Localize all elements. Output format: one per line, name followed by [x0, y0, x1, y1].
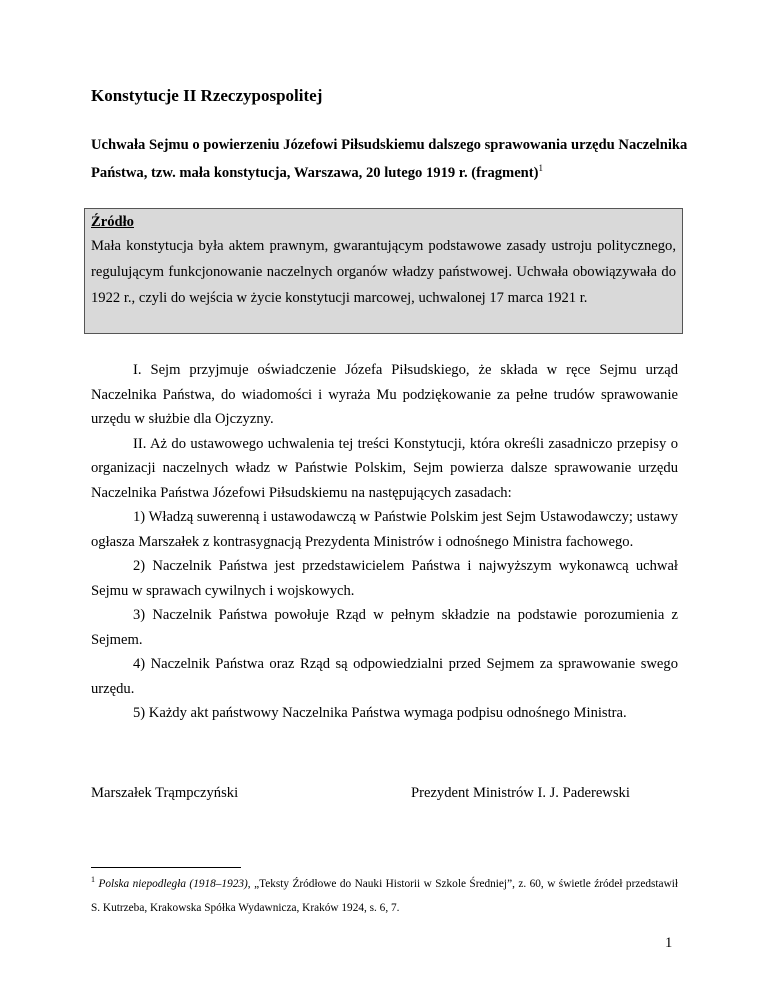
signature-marshal: Marszałek Trąmpczyński [91, 785, 239, 801]
page-number: 1 [665, 935, 673, 951]
source-heading: Źródło [91, 214, 134, 230]
document-subtitle [91, 131, 691, 187]
source-box [84, 208, 683, 334]
source-text: Mała konstytucja była aktem prawnym, gwarantującym podstawowe zasady ustroju politycznego, regulującym funkcjonowanie naczelnych organów władzy państwowej. Uchwała obowiązywała do 1922 r., czyli do wejścia w życie konstytucji marcowej, uchwalonej 17 marca 1921 r. [91, 238, 676, 306]
page-title: Konstytucje II Rzeczypospolitej [91, 86, 323, 105]
paragraph-5: 3) Naczelnik Państwa powołuje Rząd w pełnym składzie na podstawie porozumienia z Sejmem. [91, 607, 678, 648]
document-body [91, 358, 678, 726]
footnote-mark: 1 [91, 875, 95, 884]
footnote-title: Polska niepodległa (1918–1923) [98, 878, 248, 890]
signature-prime-minister: Prezydent Ministrów I. J. Paderewski [411, 785, 630, 801]
footnote-text: , „Teksty Źródłowe do Nauki Historii w Szkole Średniej”, z. 60, w świetle źródeł przedstawił S. Kutrzeba, Krakowska Spółka Wydawnicza, Kraków 1924, s. 6, 7. [91, 878, 679, 914]
paragraph-1: I. Sejm przyjmuje oświadczenie Józefa Piłsudskiego, że składa w ręce Sejmu urząd Naczelnika Państwa, do wiadomości i wyraża Mu podziękowanie za pełne trudów sprawowanie urzędu w służbie dla Ojczyzny. [91, 362, 678, 427]
paragraph-4: 2) Naczelnik Państwa jest przedstawicielem Państwa i najwyższym wykonawcą uchwał Sejmu w sprawach cywilnych i wojskowych. [91, 558, 678, 599]
footnote [91, 872, 678, 920]
paragraph-7: 5) Każdy akt państwowy Naczelnika Państwa wymaga podpisu odnośnego Ministra. [133, 705, 627, 721]
paragraph-6: 4) Naczelnik Państwa oraz Rząd są odpowiedzialni przed Sejmem za sprawowanie swego urzędu. [91, 656, 678, 697]
paragraph-2: II. Aż do ustawowego uchwalenia tej treści Konstytucji, która określi zasadniczo przepisy o organizacji naczelnych władz w Państwie Polskim, Sejm powierza dalsze sprawowanie urzędu Naczelnika Państwa Józefowi Piłsudskiemu na następujących zasadach: [91, 435, 678, 501]
subtitle-text: Uchwała Sejmu o powierzeniu Józefowi Piłsudskiemu dalszego sprawowania urzędu Naczelnika Państwa, tzw. mała konstytucja, Warszawa, 20 lutego 1919 r. (fragment) [91, 137, 688, 181]
paragraph-3: 1) Władzą suwerenną i ustawodawczą w Państwie Polskim jest Sejm Ustawodawczy; ustawy ogłasza Marszałek z kontrasygnacją Prezydenta Ministrów i odnośnego Ministra fachowego. [91, 509, 678, 550]
footnote-reference: 1 [538, 163, 544, 173]
footnote-separator [91, 867, 241, 868]
